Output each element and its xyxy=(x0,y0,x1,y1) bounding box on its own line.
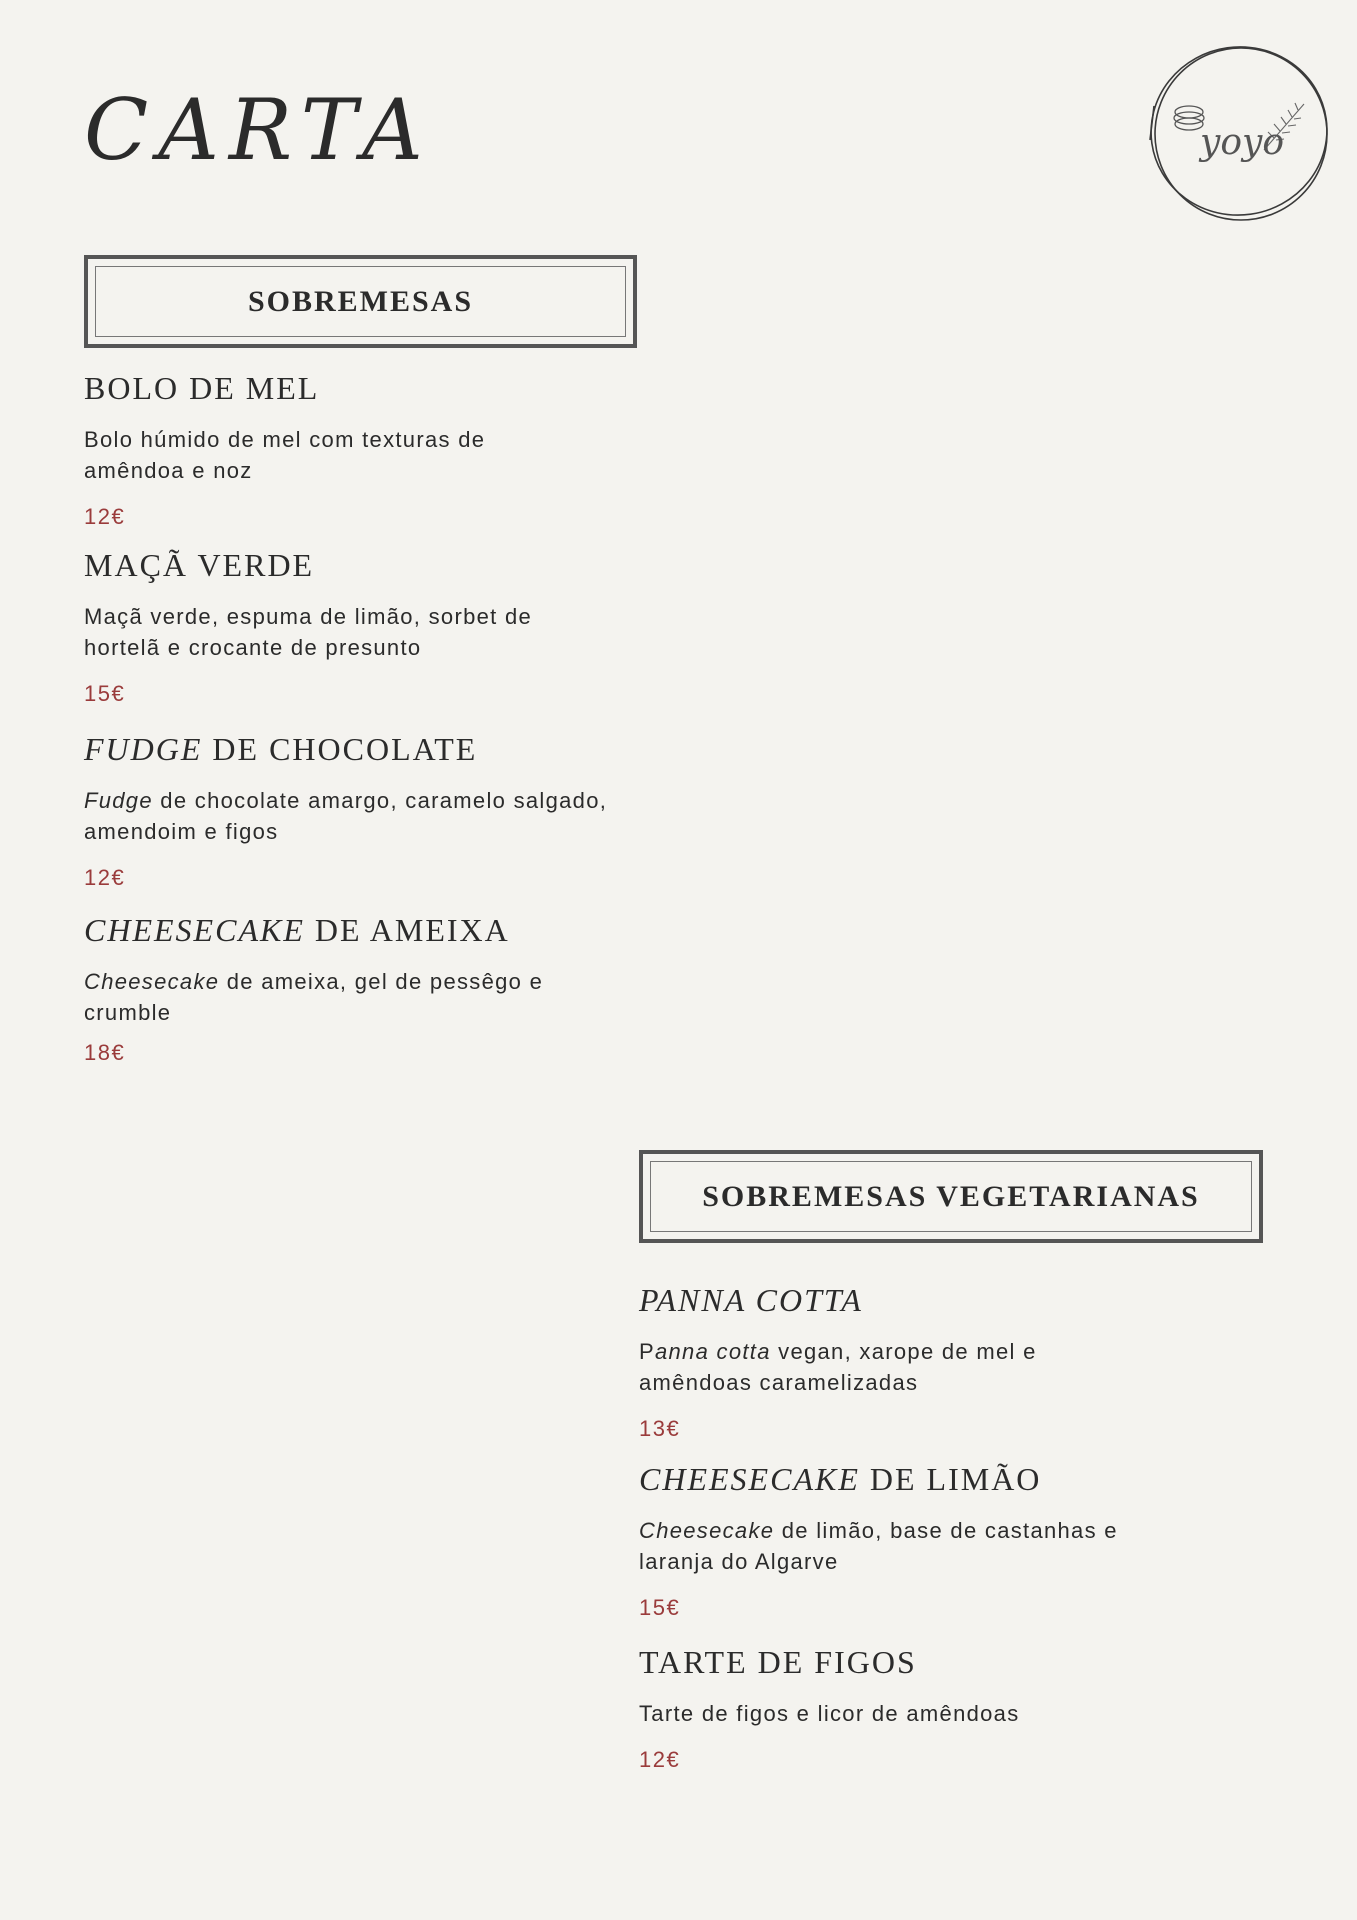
menu-item-tarte-de-figos xyxy=(639,1646,1279,1771)
menu-item-panna-cotta xyxy=(639,1284,1279,1440)
section-heading-sobremesas xyxy=(84,255,637,348)
section-heading-sobremesas-vegetarianas xyxy=(639,1150,1263,1243)
page-title: CARTA xyxy=(84,81,433,179)
item-price: 13€ xyxy=(639,1416,681,1441)
logo-text: yoyo xyxy=(1199,122,1285,163)
item-name: TARTE DE FIGOS xyxy=(639,1644,917,1680)
menu-item-fudge-de-chocolate xyxy=(84,733,704,889)
item-name: CHEESECAKE DE LIMÃO xyxy=(639,1461,1042,1497)
menu-item-bolo-de-mel xyxy=(84,372,684,528)
item-description: Cheesecake de ameixa, gel de pessêgo e crumble xyxy=(84,969,544,1025)
item-description: Bolo húmido de mel com texturas de amêndoa e noz xyxy=(84,427,486,483)
item-name: BOLO DE MEL xyxy=(84,370,320,406)
item-price: 15€ xyxy=(639,1595,681,1620)
item-name: CHEESECAKE DE AMEIXA xyxy=(84,912,510,948)
item-description: Maçã verde, espuma de limão, sorbet de hortelã e crocante de presunto xyxy=(84,604,533,660)
item-price: 15€ xyxy=(84,681,126,706)
item-price: 12€ xyxy=(84,504,126,529)
yoyo-logo xyxy=(1146,36,1332,228)
item-price: 12€ xyxy=(639,1747,681,1772)
item-description: Tarte de figos e licor de amêndoas xyxy=(639,1701,1020,1726)
item-description: Cheesecake de limão, base de castanhas e laranja do Algarve xyxy=(639,1518,1118,1574)
item-price: 12€ xyxy=(84,865,126,890)
menu-item-cheesecake-de-ameixa xyxy=(84,914,684,1064)
item-description: Panna cotta vegan, xarope de mel e amêndoas caramelizadas xyxy=(639,1339,1037,1395)
menu-item-cheesecake-de-limao xyxy=(639,1463,1279,1619)
section-heading-text: SOBREMESAS xyxy=(95,266,626,337)
menu-item-maca-verde xyxy=(84,549,684,705)
item-name: FUDGE DE CHOCOLATE xyxy=(84,731,478,767)
section-heading-text: SOBREMESAS VEGETARIANAS xyxy=(650,1161,1252,1232)
item-name: PANNA COTTA xyxy=(639,1282,863,1318)
item-description: Fudge de chocolate amargo, caramelo salgado, amendoim e figos xyxy=(84,788,608,844)
item-price: 18€ xyxy=(84,1040,126,1065)
item-name: MAÇÃ VERDE xyxy=(84,547,315,583)
